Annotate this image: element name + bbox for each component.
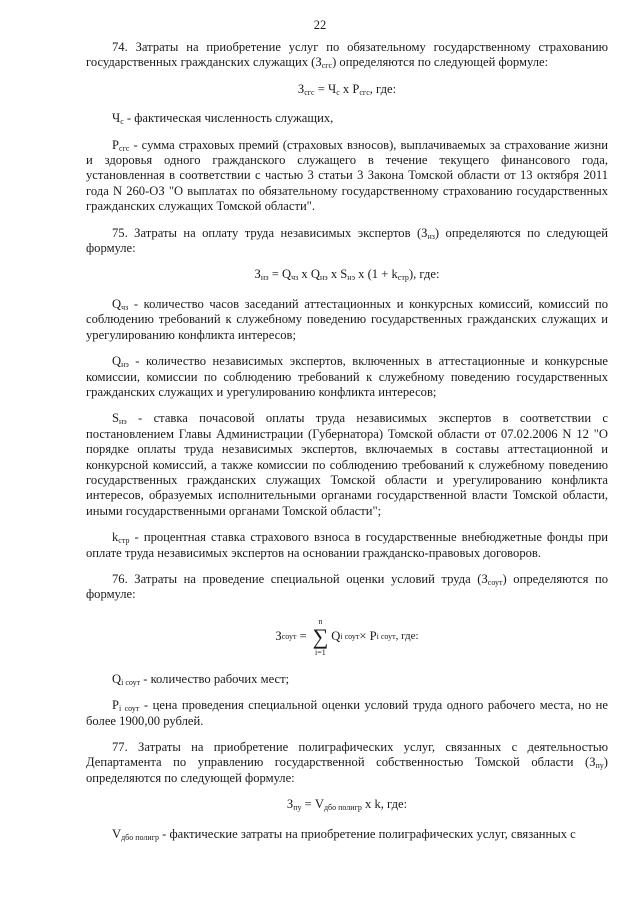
item-75-formula: $З_{нэ} = Q_{чз}$ x $Q_{нэ}$ x $S_{нэ}$ x $(1 + k_{стр})$, где: bbox=[254, 267, 440, 283]
item-74-def-2: $Р_{сгс}$ - сумма страховых премий (страховых взносов), выплачиваемых за страхование жизни и здоровья одного гражданского служащего в течение текущего финансового года, установленная в соответствии с частью 3 статьи 3 Закона Томской области от 13 октября 2011 года N 260-ОЗ "О выплатах по обязательному государственному страхованию государственных гражданских служащих Томской области". bbox=[86, 137, 608, 214]
document-body bbox=[86, 40, 608, 853]
item-77-def-1: $V_{дбо полигр}$ - фактические затраты на приобретение полиграфических услуг, связанных с bbox=[112, 826, 576, 842]
item-77-intro: 77. Затраты на приобретение полиграфических услуг, связанных с деятельностью Департамента по управлению государственной собственностью Томской области $(З_{пу})$ определяются по следующей формуле: bbox=[86, 740, 608, 785]
item-76-formula: З соут = n ∑ i=1 Q i соут × P i соут , где: bbox=[275, 616, 419, 657]
item-76-intro: 76. Затраты на проведение специальной оценки условий труда $(З_{соут})$ определяются по формуле: bbox=[86, 571, 608, 602]
item-74-formula: $З_{сгс} = Ч_с$ x $Р_{сгс}$, где: bbox=[297, 81, 397, 97]
item-74-def-1: $Ч_с$ - фактическая численность служащих, bbox=[112, 111, 334, 127]
item-74-intro: 74. Затраты на приобретение услуг по обязательному государственному страхованию государственных гражданских служащих $(З_{сгс})$ определяются по следующей формуле: bbox=[86, 40, 608, 71]
item-75-intro: 75. Затраты на оплату труда независимых экспертов $(З_{нз})$ определяются по следующей формуле: bbox=[86, 225, 608, 256]
item-76-def-1: $Q_{i соут}$ - количество рабочих мест; bbox=[112, 671, 290, 687]
item-75-def-1: $Q_{чз}$ - количество часов заседаний аттестационных и конкурсных комиссий, комиссий по соблюдению требований к служебному поведению государственных гражданских служащих и урегулированию конфликта интересов; bbox=[86, 296, 608, 342]
item-75-def-3: $S_{нэ}$ - ставка почасовой оплаты труда независимых экспертов в соответствии с постановлением Главы Администрации (Губернатора) Томской области от 07.02.2006 N 12 "О порядке оплаты труда независимых экспертов, включаемых в составы аттестационной и конкурсной комиссий, а также комиссии по соблюдению требований к служебному поведению государственных гражданских служащих Томской области и урегулированию конфликта интересов, образуемых исполнительными органами государственной власти Томской области, иными государственными органами Томской области"; bbox=[86, 411, 608, 518]
page-number: 22 bbox=[313, 18, 327, 32]
item-77-formula: $З_{пу} = V_{дбо полигр}$ x k, где: bbox=[286, 797, 408, 813]
summation-symbol: n ∑ i=1 bbox=[312, 616, 329, 657]
item-76-def-2: $P_{i соут}$ - цена проведения специальной оценки условий труда одного рабочего места, но не более 1900,00 рублей. bbox=[86, 698, 608, 728]
item-75-def-4: $k_{стр}$ - процентная ставка страхового взноса в государственные внебюджетные фонды при оплате труда независимых экспертов на основании гражданско-правовых договоров. bbox=[86, 530, 608, 560]
item-75-def-2: $Q_{нэ}$ - количество независимых экспертов, включенных в аттестационные и конкурсные комиссии, комиссии по соблюдению требований к служебному поведению государственных гражданских служащих и урегулированию конфликта интересов; bbox=[86, 354, 608, 399]
